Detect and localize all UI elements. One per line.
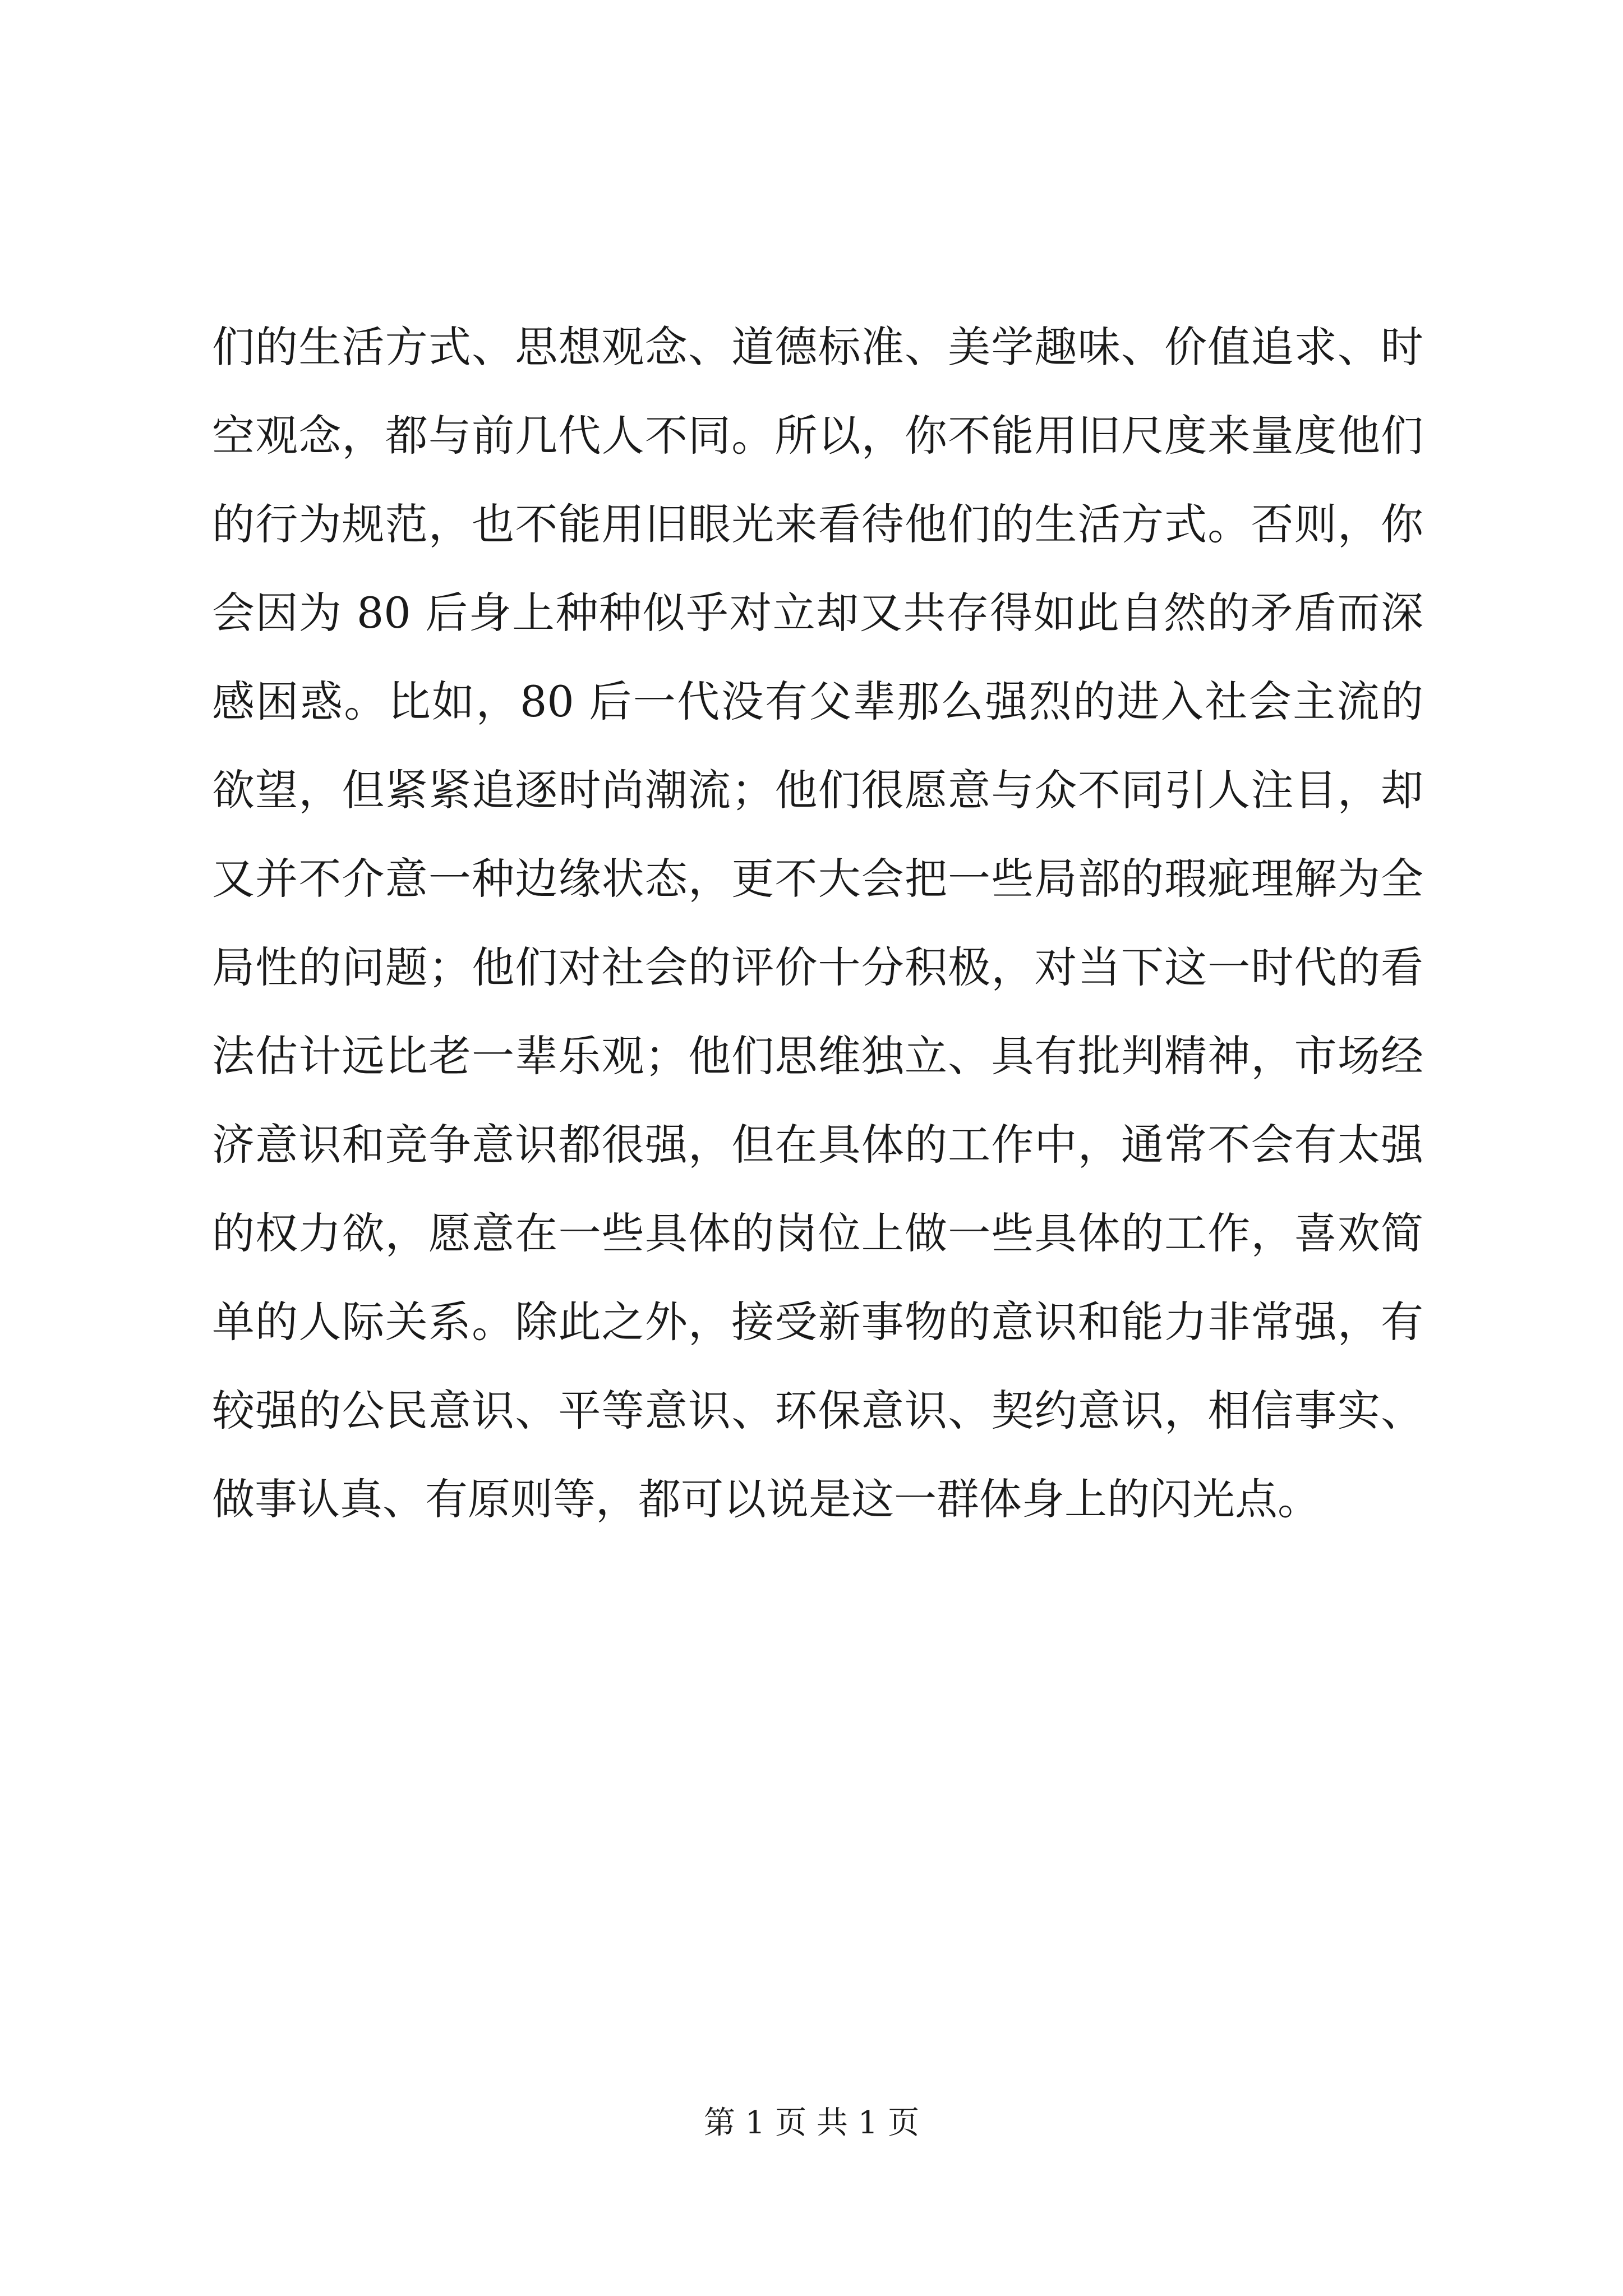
text-line: 法估计远比老一辈乐观；他们思维独立、具有批判精神，市场经 [212,1031,1423,1081]
body-paragraph [212,303,1423,1544]
text-line: 会因为 80 后身上种种似乎对立却又共存得如此自然的矛盾而深 [212,588,1423,638]
text-line: 空观念，都与前几代人不同。所以，你不能用旧尺度来量度他们 [212,411,1423,461]
text-line: 感困惑。比如，80 后一代没有父辈那么强烈的进入社会主流的 [212,677,1423,726]
text-line: 的权力欲，愿意在一些具体的岗位上做一些具体的工作，喜欢简 [212,1208,1423,1258]
text-line: 单的人际关系。除此之外，接受新事物的意识和能力非常强，有 [212,1297,1423,1347]
page-footer [0,2101,1623,2146]
text-line: 的行为规范，也不能用旧眼光来看待他们的生活方式。否则，你 [212,499,1423,549]
text-line: 局性的问题；他们对社会的评价十分积极，对当下这一时代的看 [212,942,1423,992]
text-line: 较强的公民意识、平等意识、环保意识、契约意识，相信事实、 [212,1386,1423,1435]
text-line: 们的生活方式、思想观念、道德标准、美学趣味、价值追求、时 [212,322,1423,372]
text-line: 欲望，但紧紧追逐时尚潮流；他们很愿意与众不同引人注目，却 [212,765,1423,815]
text-line: 济意识和竞争意识都很强，但在具体的工作中，通常不会有太强 [212,1120,1423,1170]
text-line: 又并不介意一种边缘状态，更不大会把一些局部的瑕疵理解为全 [212,854,1423,904]
text-line: 做事认真、有原则等，都可以说是这一群体身上的闪光点。 [212,1474,1320,1524]
page-number-label: 第 1 页 共 1 页 [703,2105,920,2141]
